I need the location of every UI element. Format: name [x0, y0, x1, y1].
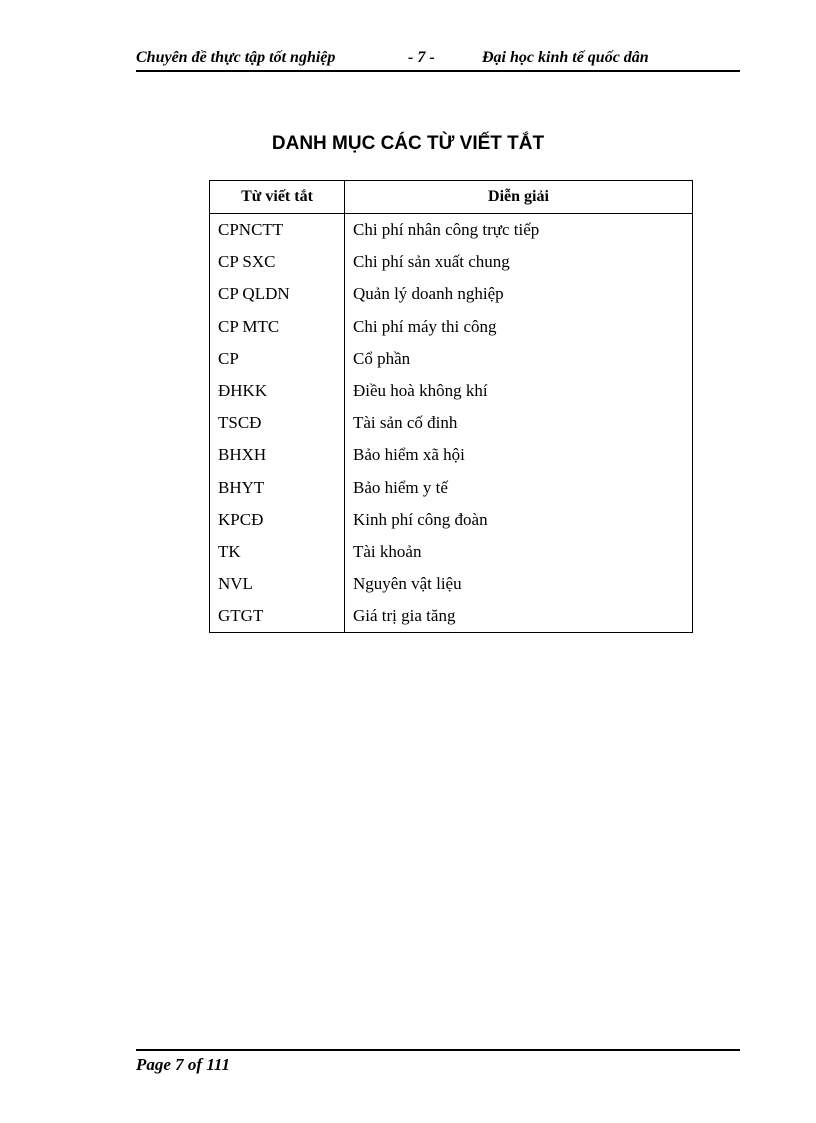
column-header-abbreviation: Từ viết tắt	[210, 181, 345, 214]
explanation-cell: Chi phí nhân công trực tiếp	[345, 214, 693, 247]
table-row	[210, 536, 693, 568]
header-document-type: Chuyên đề thực tập tốt nghiệp	[136, 49, 336, 66]
abbreviation-cell: CP MTC	[210, 311, 345, 343]
table-row	[210, 214, 693, 247]
explanation-cell: Chi phí máy thi công	[345, 311, 693, 343]
abbreviation-cell: ĐHKK	[210, 375, 345, 407]
explanation-cell: Nguyên vật liệu	[345, 568, 693, 600]
explanation-cell: Chi phí sản xuất chung	[345, 246, 693, 278]
header-page-number: - 7 -	[408, 49, 435, 66]
table-row	[210, 375, 693, 407]
header-university: Đại học kinh tế quốc dân	[482, 49, 649, 66]
page-header	[136, 48, 740, 72]
page-title: DANH MỤC CÁC TỪ VIẾT TẮT	[271, 133, 545, 154]
explanation-cell: Quản lý doanh nghiệp	[345, 278, 693, 310]
page-footer: Page 7 of 111	[136, 1055, 230, 1074]
explanation-cell: Bảo hiểm y tế	[345, 472, 693, 504]
abbreviation-cell: CPNCTT	[210, 214, 345, 247]
table-row	[210, 407, 693, 439]
abbreviation-cell: GTGT	[210, 600, 345, 633]
table-row	[210, 246, 693, 278]
abbreviation-cell: KPCĐ	[210, 504, 345, 536]
abbreviation-cell: CP SXC	[210, 246, 345, 278]
abbreviation-cell: BHXH	[210, 439, 345, 471]
explanation-cell: Kinh phí công đoàn	[345, 504, 693, 536]
table-row	[210, 568, 693, 600]
table-row	[210, 343, 693, 375]
table-row	[210, 278, 693, 310]
explanation-cell: Điều hoà không khí	[345, 375, 693, 407]
explanation-cell: Giá trị gia tăng	[345, 600, 693, 633]
abbreviation-cell: BHYT	[210, 472, 345, 504]
column-header-explanation: Diễn giải	[345, 181, 693, 214]
abbreviation-cell: CP QLDN	[210, 278, 345, 310]
explanation-cell: Bảo hiểm xã hội	[345, 439, 693, 471]
table-body	[210, 214, 693, 633]
explanation-cell: Tài khoản	[345, 536, 693, 568]
explanation-cell: Cổ phần	[345, 343, 693, 375]
abbreviation-cell: TSCĐ	[210, 407, 345, 439]
abbreviation-cell: TK	[210, 536, 345, 568]
abbreviation-table	[209, 180, 693, 633]
table-row	[210, 504, 693, 536]
table-row	[210, 600, 693, 633]
table-row	[210, 472, 693, 504]
explanation-cell: Tài sản cố đinh	[345, 407, 693, 439]
abbreviation-cell: NVL	[210, 568, 345, 600]
table-row	[210, 311, 693, 343]
abbreviation-cell: CP	[210, 343, 345, 375]
table-header-row	[210, 181, 693, 214]
footer-divider	[136, 1049, 740, 1051]
table-row	[210, 439, 693, 471]
